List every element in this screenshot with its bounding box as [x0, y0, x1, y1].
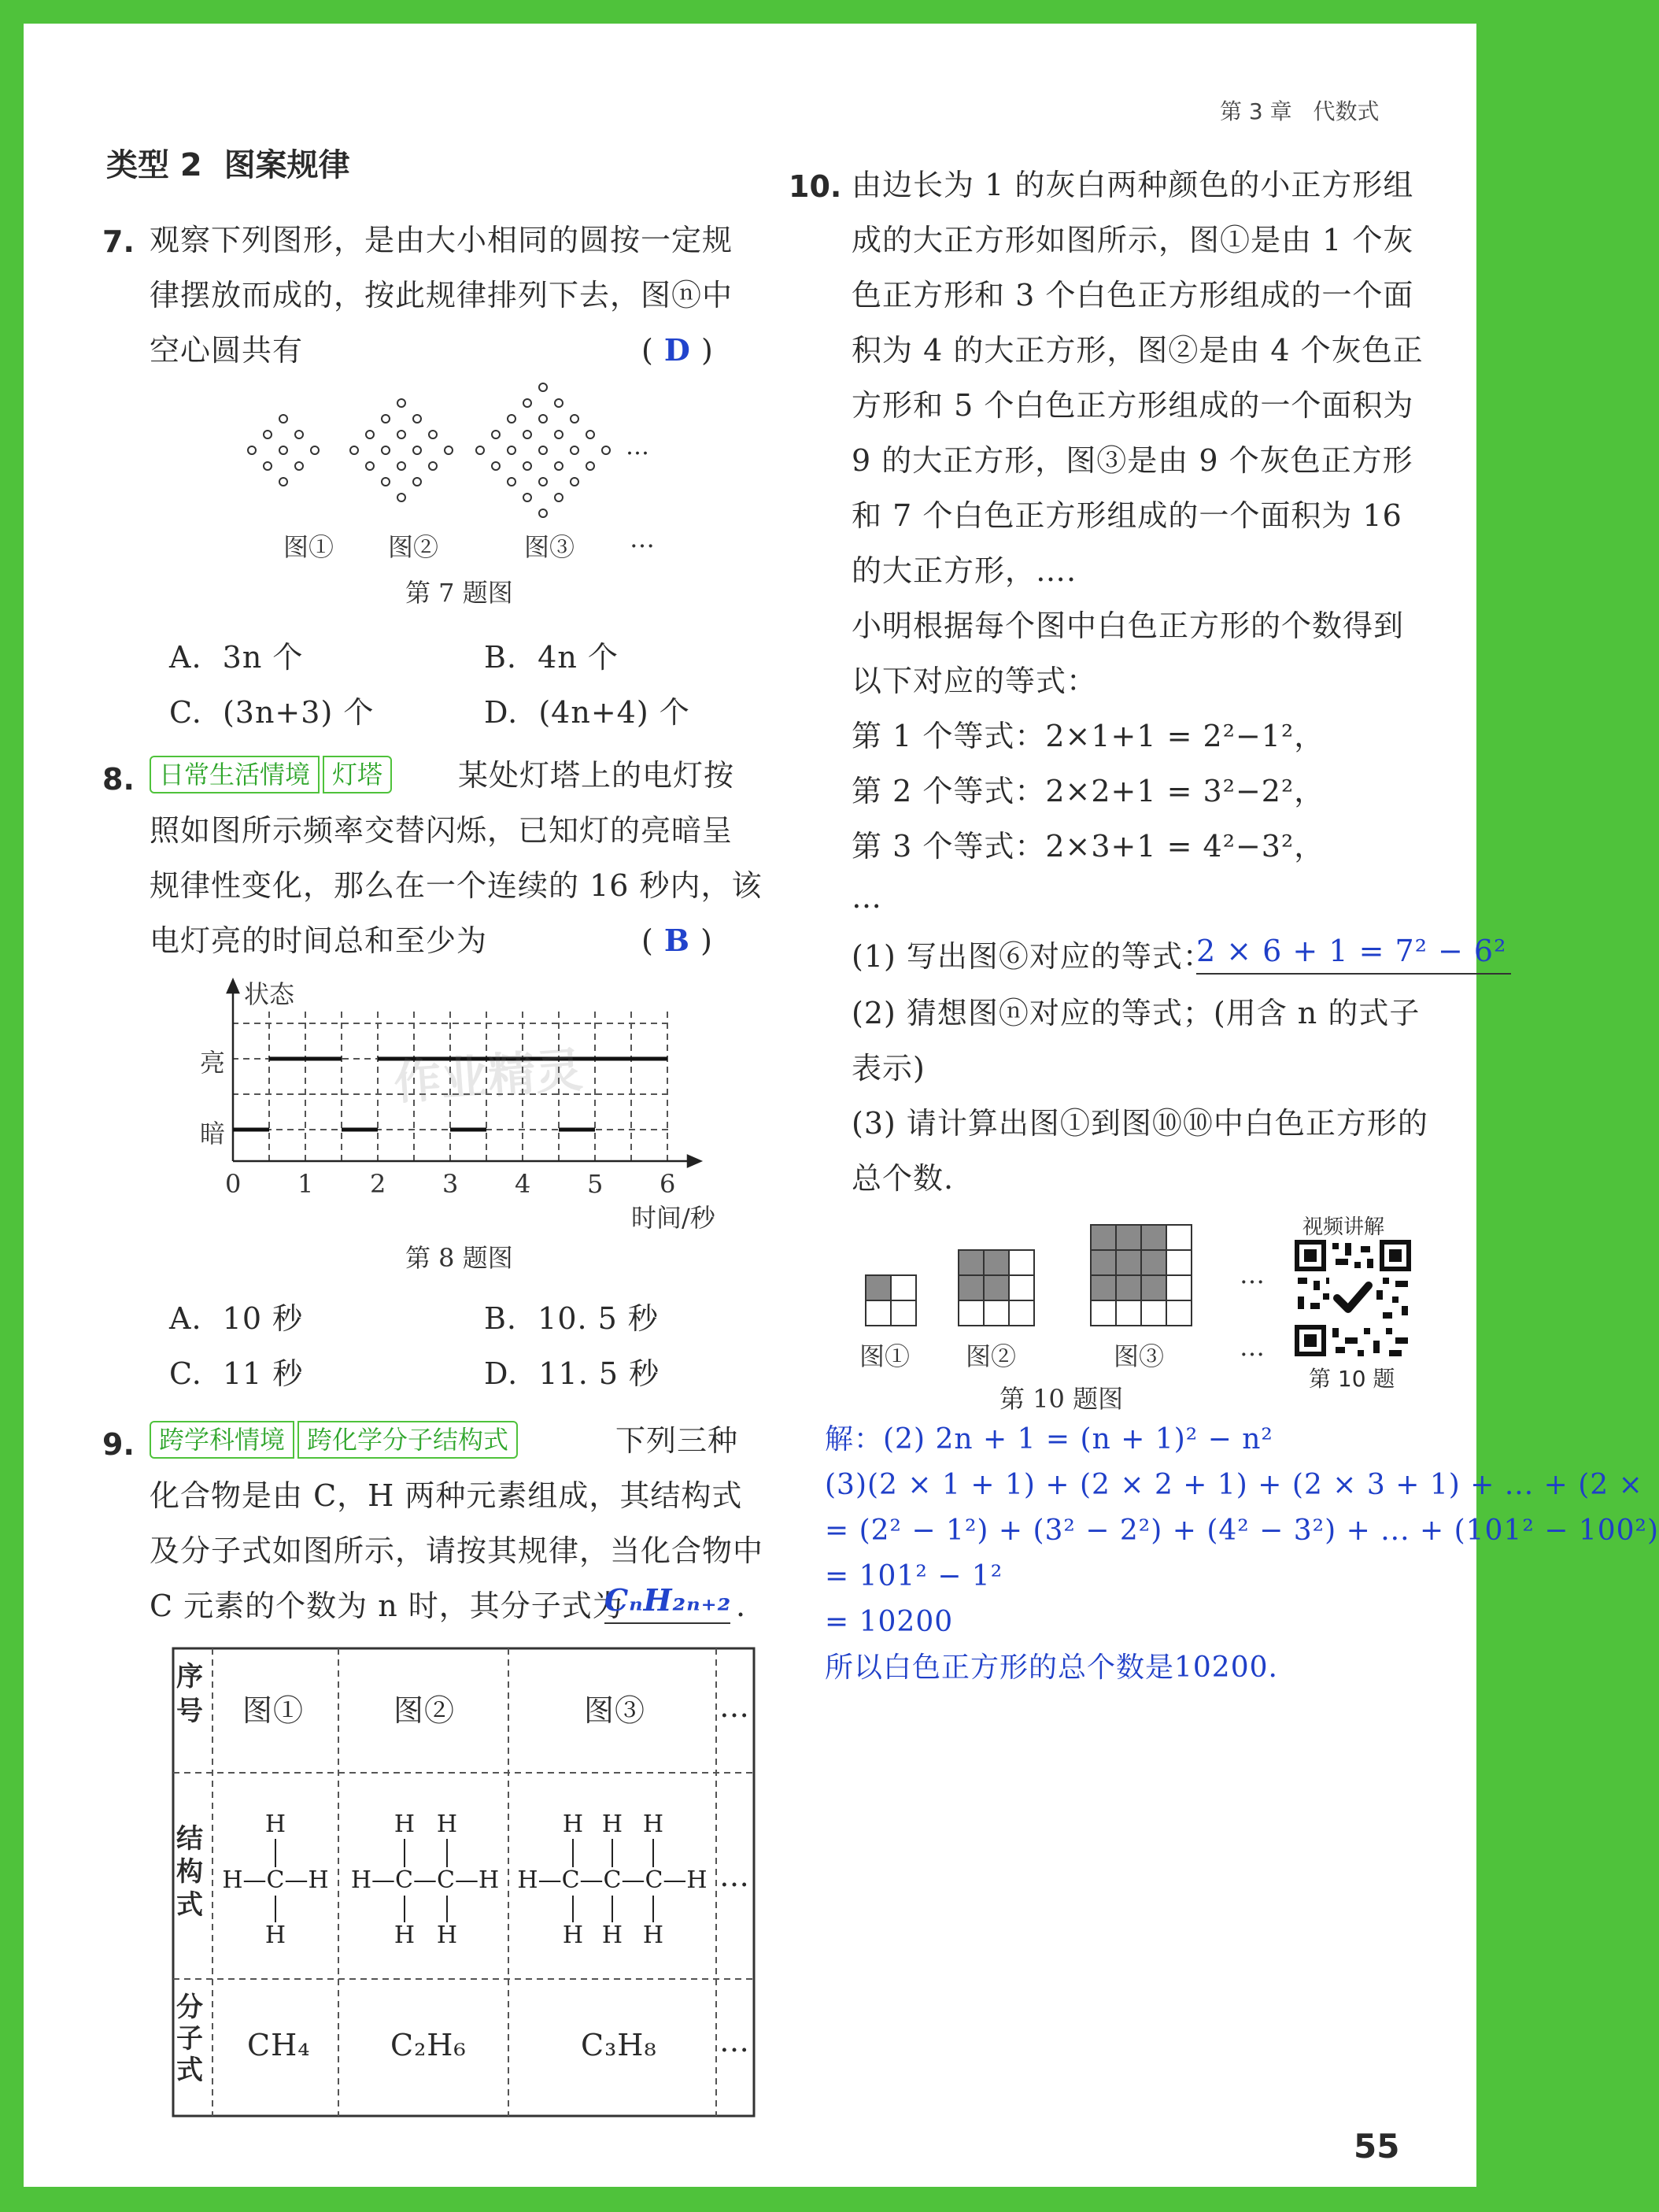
watermark: 作业精灵	[392, 1042, 585, 1112]
q8-tag-context: 日常生活情境	[150, 756, 320, 793]
q9-fig-2: 图②	[394, 1693, 456, 1728]
solution-line-5: = 10200	[825, 1606, 954, 1638]
q8-option-c: C. 11 秒	[169, 1356, 304, 1391]
q9-line-2: 化合物是由 C，H 两种元素组成，其结构式	[150, 1478, 743, 1513]
svg-text:H: H	[436, 1811, 458, 1838]
q7-number: 7.	[102, 224, 135, 259]
q8-tick-0: 0	[225, 1169, 242, 1199]
q7-option-b: B. 4n 个	[484, 640, 619, 675]
q8-line-3: 规律性变化，那么在一个连续的 16 秒内，该	[150, 868, 763, 903]
q9-tag-context: 跨学科情境	[150, 1421, 294, 1459]
q7-fig-label-ellipsis: …	[630, 523, 655, 553]
q10-line-4: 积为 4 的大正方形，图②是由 4 个灰色正	[852, 333, 1424, 368]
q9-period: .	[736, 1589, 747, 1623]
svg-text:H—C—H: H—C—H	[222, 1866, 329, 1894]
q9-line-4: C 元素的个数为 n 时，其分子式为	[150, 1589, 623, 1623]
q8-answer: B	[663, 923, 691, 958]
q10-line-2: 成的大正方形如图所示，图①是由 1 个灰	[852, 223, 1414, 257]
q8-y-dark: 暗	[200, 1119, 226, 1149]
q7-option-c: C. (3n+3) 个	[169, 695, 375, 730]
q10-fig-caption: 第 10 题图	[999, 1384, 1124, 1414]
q9-line-1: 下列三种	[615, 1423, 739, 1458]
svg-text:H: H	[394, 1811, 416, 1838]
q8-option-d: D. 11. 5 秒	[484, 1356, 660, 1391]
q10-line-7: 和 7 个白色正方形组成的一个面积为 16	[852, 498, 1402, 533]
qr-caption: 第 10 题	[1309, 1366, 1395, 1392]
q8-tags	[150, 756, 392, 793]
q8-tick-4: 4	[515, 1169, 531, 1199]
svg-text:H: H	[264, 1811, 286, 1838]
q9-line-3: 及分子式如图所示，请按其规律，当化合物中	[150, 1533, 764, 1568]
q10-line-9: 小明根据每个图中白色正方形的个数得到	[852, 608, 1405, 643]
q9-fig-ellipsis: …	[719, 1689, 750, 1724]
q7-fig2-circles	[350, 399, 453, 501]
svg-text:H—C—C—H: H—C—C—H	[350, 1866, 500, 1894]
q7-fig-label-1: 图①	[283, 532, 334, 562]
q8-line-2: 照如图所示频率交替闪烁，已知灯的亮暗呈	[150, 813, 733, 848]
q9-tags	[150, 1421, 518, 1459]
q10-equation-3: 第 3 个等式：2×3+1 = 4²−3²，	[852, 829, 1325, 864]
q9-formula-ellipsis: …	[719, 2024, 750, 2058]
q9-fig-3: 图③	[584, 1693, 646, 1728]
q10-fig-label-3: 图③	[1114, 1341, 1165, 1371]
q9-tag-topic: 跨化学分子结构式	[297, 1421, 518, 1459]
chapter-label: 第 3 章	[1220, 98, 1292, 124]
q7-line-2: 律摆放而成的，按此规律排列下去，图ⓝ中	[150, 278, 733, 313]
page-number: 55	[1354, 2127, 1400, 2166]
q10-squares-figure	[858, 1220, 1204, 1338]
q8-tick-5: 5	[587, 1169, 604, 1199]
q7-fig-label-3: 图③	[524, 532, 575, 562]
q9-formula-2: C₂H₆	[390, 2028, 467, 2062]
q10-sub3-line-2: 总个数.	[852, 1161, 955, 1196]
svg-text:H: H	[264, 1922, 286, 1949]
q8-tick-1: 1	[297, 1169, 314, 1199]
q7-line-1: 观察下列图形，是由大小相同的圆按一定规	[150, 223, 733, 257]
q9-row-header-3: 分子式	[176, 1992, 203, 2086]
q8-line-4: 电灯亮的时间总和至少为	[150, 923, 488, 958]
q10-sub1-blank	[1196, 929, 1511, 975]
q10-line-8: 的大正方形，….	[852, 553, 1077, 588]
q7-fig-ellipsis-1: …	[626, 433, 649, 461]
q10-line-1: 由边长为 1 的灰白两种颜色的小正方形组	[852, 168, 1414, 202]
q8-y-bright: 亮	[200, 1048, 226, 1078]
svg-text:H: H	[642, 1922, 664, 1949]
q10-line-5: 方形和 5 个白色正方形组成的一个面积为	[852, 388, 1414, 423]
solution-line-1: 解：(2) 2n + 1 = (n + 1)² − n²	[825, 1423, 1273, 1456]
chapter-header	[1220, 94, 1380, 126]
q8-number: 8.	[102, 762, 135, 797]
q8-tick-3: 3	[442, 1169, 459, 1199]
page	[24, 24, 1659, 2187]
q8-ylabel: 状态	[244, 979, 295, 1009]
svg-text:H: H	[562, 1922, 584, 1949]
q10-sub3-line-1: (3) 请计算出图①到图⑩⑩中白色正方形的	[852, 1106, 1428, 1141]
q7-fig3-circles	[476, 383, 610, 517]
q9-structure-ellipsis: …	[719, 1859, 750, 1893]
q7-answer-box: ( D )	[641, 332, 714, 368]
q7-option-a: A. 3n 个	[169, 640, 304, 675]
solution-line-2: (3)(2 × 1 + 1) + (2 × 2 + 1) + (2 × 3 + 1) + ... + (2 ×	[825, 1469, 1643, 1501]
q10-line-6: 9 的大正方形，图③是由 9 个灰色正方形	[852, 443, 1413, 478]
q10-line-10: 以下对应的等式：	[852, 664, 1098, 698]
q10-fig-ellipsis-bottom: …	[1240, 1332, 1265, 1362]
q7-fig-label-2: 图②	[388, 532, 439, 562]
q9-number: 9.	[102, 1427, 135, 1462]
q10-video-label: 视频讲解	[1302, 1215, 1385, 1239]
q9-answer-blank	[604, 1578, 730, 1624]
q7-circle-figure	[244, 370, 685, 543]
q8-line-1: 某处灯塔上的电灯按	[458, 758, 735, 793]
q10-sub1-answer: 2 × 6 + 1 = 7² − 6²	[1196, 934, 1507, 968]
q9-fig-1: 图①	[242, 1693, 305, 1728]
svg-text:H—C—C—C—H: H—C—C—C—H	[517, 1866, 708, 1894]
q9-answer: CₙH₂ₙ₊₂	[604, 1582, 732, 1618]
svg-text:H: H	[601, 1811, 623, 1838]
q7-fig-caption: 第 7 题图	[405, 578, 513, 608]
solution-line-6: 所以白色正方形的总个数是10200.	[825, 1652, 1278, 1684]
q10-equation-2: 第 2 个等式：2×2+1 = 3²−2²，	[852, 774, 1325, 808]
svg-text:H: H	[562, 1811, 584, 1838]
q10-fig-label-2: 图②	[966, 1341, 1017, 1371]
q10-number: 10.	[789, 169, 842, 204]
svg-text:H: H	[436, 1922, 458, 1949]
q8-option-a: A. 10 秒	[169, 1301, 304, 1336]
q9-row-header-2: 结构式	[176, 1823, 203, 1921]
q8-xlabel: 时间/秒	[631, 1203, 715, 1233]
q7-fig1-circles	[248, 415, 319, 486]
solution-line-3: = (2² − 1²) + (3² − 2²) + (4² − 3²) + ... + (101² − 100²)	[825, 1515, 1659, 1547]
svg-text:H: H	[394, 1922, 416, 1949]
solution-line-4: = 101² − 1²	[825, 1560, 1003, 1592]
q9-formula-1: CH₄	[247, 2028, 311, 2062]
section-label: 代数式	[1313, 98, 1380, 124]
q9-formula-3: C₃H₈	[581, 2028, 657, 2062]
q10-equation-ellipsis: …	[852, 880, 882, 915]
q7-line-3: 空心圆共有	[150, 333, 304, 368]
q10-fig-ellipsis-top: …	[1240, 1260, 1265, 1289]
qr-code[interactable]	[1295, 1240, 1411, 1356]
q8-option-b: B. 10. 5 秒	[484, 1301, 659, 1336]
q10-line-3: 色正方形和 3 个白色正方形组成的一个面	[852, 278, 1414, 313]
q8-tick-2: 2	[370, 1169, 386, 1199]
type-heading: 类型 2 图案规律	[106, 147, 350, 183]
q7-answer: D	[663, 332, 691, 368]
q8-tick-6: 6	[660, 1169, 676, 1199]
svg-text:H: H	[642, 1811, 664, 1838]
q8-answer-box: ( B )	[641, 923, 713, 958]
svg-text:H: H	[601, 1922, 623, 1949]
q8-tag-topic: 灯塔	[323, 756, 392, 793]
q10-equation-1: 第 1 个等式：2×1+1 = 2²−1²，	[852, 719, 1325, 753]
q10-sub2-line-1: (2) 猜想图ⓝ对应的等式；(用含 n 的式子	[852, 996, 1421, 1030]
q7-option-d: D. (4n+4) 个	[484, 695, 690, 730]
q8-fig-caption: 第 8 题图	[405, 1243, 513, 1273]
q9-row-header-1: 序号	[176, 1661, 203, 1727]
q10-sub1: (1) 写出图⑥对应的等式：	[852, 939, 1214, 974]
q10-fig-label-1: 图①	[859, 1341, 911, 1371]
q10-sub2-line-2: 表示)	[852, 1051, 926, 1086]
q9-structures	[222, 1811, 707, 1949]
